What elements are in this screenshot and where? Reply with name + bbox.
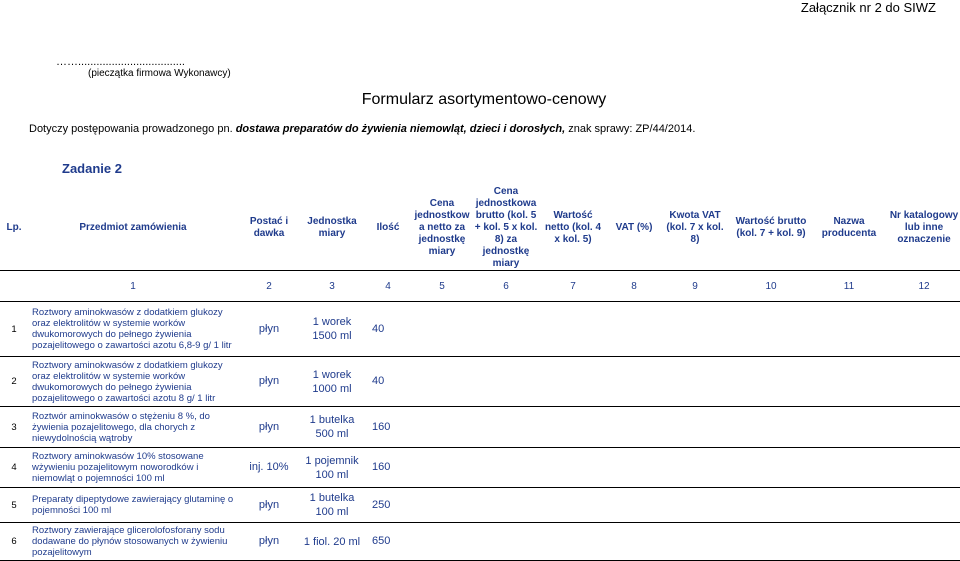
empty-cell[interactable] — [662, 407, 728, 448]
table-row — [0, 302, 960, 357]
item-form: płyn — [238, 523, 300, 561]
empty-cell[interactable] — [662, 523, 728, 561]
table-row — [0, 523, 960, 561]
header-cell: Jednostka miary — [307, 216, 357, 239]
item-name: Roztwory aminokwasów 10% stosowane wżywieniu pozajelitowym noworodków i niemowląt o pojemności 100 ml — [28, 448, 238, 488]
empty-cell[interactable] — [814, 302, 884, 357]
header-cell: Nazwa producenta — [821, 216, 877, 239]
form-title-text: Formularz asortymentowo-cenowy — [361, 91, 607, 108]
procedure-line — [29, 123, 695, 135]
empty-cell[interactable] — [662, 302, 728, 357]
column-number: 9 — [662, 271, 728, 302]
empty-cell[interactable] — [472, 523, 540, 561]
item-quantity: 650 — [364, 523, 412, 561]
procedure-name: dostawa preparatów do żywienia niemowląt, dzieci i dorosłych, — [235, 123, 566, 135]
header-cell: Nr katalogowy lub inne oznaczenie — [889, 210, 959, 245]
empty-cell[interactable] — [540, 407, 606, 448]
empty-cell[interactable] — [606, 357, 662, 407]
item-quantity: 160 — [364, 407, 412, 448]
empty-cell[interactable] — [540, 523, 606, 561]
table-row — [0, 448, 960, 488]
column-number: 10 — [728, 271, 814, 302]
empty-cell[interactable] — [814, 357, 884, 407]
procedure-suffix: znak sprawy: ZP/44/2014. — [565, 123, 696, 135]
empty-cell[interactable] — [540, 488, 606, 523]
empty-cell[interactable] — [814, 448, 884, 488]
row-number: 1 — [0, 302, 28, 357]
item-quantity: 40 — [364, 357, 412, 407]
column-number: 11 — [814, 271, 884, 302]
header-row — [0, 186, 960, 271]
attachment-label: Załącznik nr 2 do SIWZ — [800, 0, 936, 15]
item-quantity: 40 — [364, 302, 412, 357]
empty-cell[interactable] — [540, 357, 606, 407]
item-name: Roztwory aminokwasów z dodatkiem glukozy oraz elektrolitów w systemie worków dwukomorowych do pełnego żywienia pozajelitowego o zawartości azotu 8 g/ 1 litr — [28, 357, 238, 407]
empty-cell[interactable] — [814, 523, 884, 561]
procedure-prefix: Dotyczy postępowania prowadzonego pn. — [29, 123, 236, 135]
empty-cell[interactable] — [728, 448, 814, 488]
item-name: Preparaty dipeptydowe zawierający glutaminę o pojemności 100 ml — [28, 488, 238, 523]
column-number: 12 — [884, 271, 960, 302]
empty-cell[interactable] — [606, 488, 662, 523]
empty-cell[interactable] — [814, 488, 884, 523]
header-cell: Ilość — [376, 222, 400, 233]
empty-cell[interactable] — [662, 357, 728, 407]
stamp-dots: ……................................... — [56, 56, 185, 68]
item-form: płyn — [238, 302, 300, 357]
item-unit: 1 worek 1000 ml — [300, 357, 364, 407]
row-number: 5 — [0, 488, 28, 523]
column-number: 8 — [606, 271, 662, 302]
empty-cell[interactable] — [606, 448, 662, 488]
column-number: 6 — [472, 271, 540, 302]
empty-cell[interactable] — [814, 407, 884, 448]
item-form: płyn — [238, 407, 300, 448]
header-cell: VAT (%) — [615, 222, 653, 233]
column-number: 1 — [28, 271, 238, 302]
empty-cell[interactable] — [884, 488, 960, 523]
form-title — [0, 91, 960, 109]
empty-cell[interactable] — [540, 448, 606, 488]
empty-cell[interactable] — [472, 407, 540, 448]
row-number: 4 — [0, 448, 28, 488]
item-name: Roztwory aminokwasów z dodatkiem glukozy oraz elektrolitów w systemie worków dwukomorowych do pełnego żywienia pozajelitowego o zawartości azotu 6,8-9 g/ 1 litr — [28, 302, 238, 357]
item-form: płyn — [238, 488, 300, 523]
empty-cell[interactable] — [540, 302, 606, 357]
empty-cell[interactable] — [662, 488, 728, 523]
item-name: Roztwór aminokwasów o stężeniu 8 %, do żywienia pozajelitowego, dla chorych z niewydolnością wątroby — [28, 407, 238, 448]
item-quantity: 250 — [364, 488, 412, 523]
table-row — [0, 357, 960, 407]
empty-cell[interactable] — [412, 302, 472, 357]
empty-cell[interactable] — [728, 488, 814, 523]
empty-cell[interactable] — [662, 448, 728, 488]
header-cell: Lp. — [6, 222, 22, 233]
item-quantity: 160 — [364, 448, 412, 488]
column-number-row — [0, 271, 960, 302]
empty-cell[interactable] — [884, 302, 960, 357]
empty-cell[interactable] — [606, 523, 662, 561]
empty-cell[interactable] — [472, 488, 540, 523]
empty-cell[interactable] — [412, 448, 472, 488]
table-row — [0, 488, 960, 523]
empty-cell[interactable] — [728, 407, 814, 448]
header-cell: Wartość brutto (kol. 7 + kol. 9) — [735, 216, 807, 239]
table-row — [0, 407, 960, 448]
column-number: 3 — [300, 271, 364, 302]
item-unit: 1 fiol. 20 ml — [300, 523, 364, 561]
item-name: Roztwory zawierające glicerolofosforany sodu dodawane do płynów stosowanych w żywieniu pozajelitowym — [28, 523, 238, 561]
empty-cell[interactable] — [412, 357, 472, 407]
empty-cell[interactable] — [606, 302, 662, 357]
empty-cell[interactable] — [728, 523, 814, 561]
task-title: Zadanie 2 — [62, 161, 122, 176]
empty-cell[interactable] — [412, 523, 472, 561]
header-cell: Kwota VAT (kol. 7 x kol. 8) — [666, 210, 724, 245]
item-unit: 1 worek 1500 ml — [300, 302, 364, 357]
empty-cell[interactable] — [728, 357, 814, 407]
item-unit: 1 butelka 500 ml — [300, 407, 364, 448]
header-cell: Wartość netto (kol. 4 x kol. 5) — [544, 210, 602, 245]
stamp-label: (pieczątka firmowa Wykonawcy) — [88, 68, 231, 79]
empty-cell[interactable] — [412, 407, 472, 448]
empty-cell[interactable] — [884, 407, 960, 448]
empty-cell[interactable] — [728, 302, 814, 357]
empty-cell[interactable] — [472, 448, 540, 488]
row-number: 6 — [0, 523, 28, 561]
empty-cell[interactable] — [884, 523, 960, 561]
item-form: inj. 10% — [238, 448, 300, 488]
empty-cell[interactable] — [884, 357, 960, 407]
column-number: 5 — [412, 271, 472, 302]
header-cell: Przedmiot zamówienia — [79, 222, 187, 233]
row-number: 2 — [0, 357, 28, 407]
empty-cell[interactable] — [472, 357, 540, 407]
empty-cell[interactable] — [884, 448, 960, 488]
empty-cell[interactable] — [606, 407, 662, 448]
header-cell: Cena jednostkow a netto za jednostkę miary — [414, 198, 470, 257]
header-cell: Cena jednostkowa brutto (kol. 5 + kol. 5 x kol. 8) za jednostkę miary — [474, 186, 538, 269]
column-number — [0, 271, 28, 302]
empty-cell[interactable] — [412, 488, 472, 523]
header-cell: Postać i dawka — [249, 216, 289, 239]
column-number: 4 — [364, 271, 412, 302]
item-unit: 1 pojemnik 100 ml — [300, 448, 364, 488]
column-number: 2 — [238, 271, 300, 302]
column-number: 7 — [540, 271, 606, 302]
row-number: 3 — [0, 407, 28, 448]
item-form: płyn — [238, 357, 300, 407]
price-table — [0, 186, 960, 561]
item-unit: 1 butelka 100 ml — [300, 488, 364, 523]
empty-cell[interactable] — [472, 302, 540, 357]
